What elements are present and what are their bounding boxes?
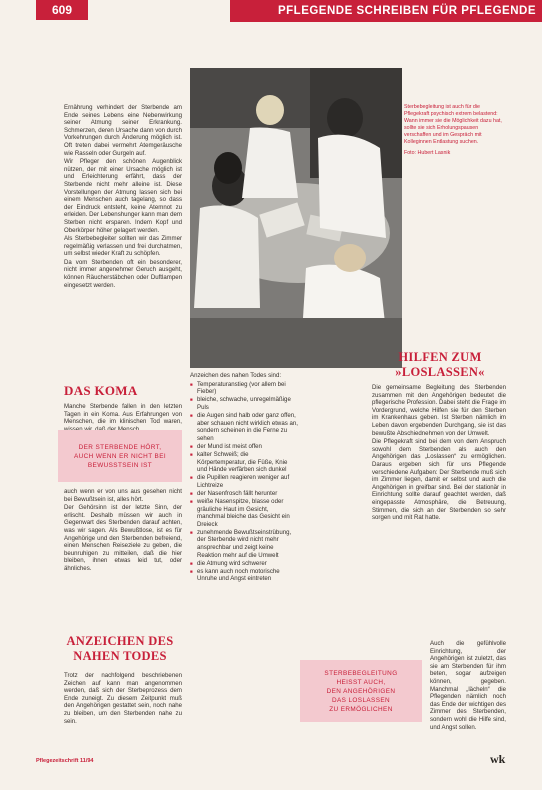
pull-quote-hearing [58, 430, 182, 482]
koma-paragraph: Der Gehörsinn ist der letzte Sinn, der erlischt. Deshalb müssen wir auch in Gegenwart des Sterbenden darauf achten, was wir sagen. Als Bewußtlose, ist es für Angehörige und den Sterbenden befreiend, einen Menschen Reiseziele zu geben, die beunruhigen zu mitteilen, daß die hier bleiben, ihnen etwas leid tut, oder ähnliches. [64, 504, 182, 572]
photo-care-team [190, 68, 402, 368]
page-number: 609 [36, 0, 88, 20]
list-item: ■ der Mund ist meist offen [190, 443, 298, 451]
pull-quote-relatives [300, 660, 422, 722]
koma-paragraph: auch wenn er von uns aus gesehen nicht bei Bewußtsein ist, alles hört. [64, 488, 182, 503]
pull-quote-line: BEWUSSTSEIN IST [87, 461, 153, 469]
anzeichen-heading-line: ANZEICHEN DES [66, 634, 174, 648]
list-item: ■ bleiche, schwache, unregelmäßige Puls [190, 396, 298, 411]
koma-text-continued [64, 488, 182, 574]
pull-quote-line: AUCH WENN ER NICHT BEI [73, 452, 167, 460]
intro-paragraph: Als Sterbebegleiter sollten wir das Zimmer regelmäßig verlassen und frei durchatmen, um selbst wieder Kraft zu schöpfen. [64, 235, 182, 258]
signs-column [190, 372, 298, 584]
list-item: ■ der Nasenfrosch fällt herunter [190, 490, 298, 498]
intro-paragraph: Wir Pfleger den schönen Augenblick nützen, der mit einer Ursache möglich ist und Erleichterung erfährt, dass der Sterbende nicht mehr alleine ist. Diese Vorstellungen der Atmung lassen sich bei einem Menschen auch tagelang, so dass der Eindruck entsteht, keine Atemnot zu erleiden. Der Lebenshunger kann man dem Sterben nicht ersparen. Indem Kopf und Oberkörper höher gelagert werden. [64, 158, 182, 234]
signs-intro: Anzeichen des nahen Todes sind: [190, 372, 282, 379]
pull-quote-line: DEN ANGEHÖRIGEN [326, 687, 396, 695]
koma-heading: DAS KOMA [64, 383, 138, 398]
publisher-logo: wk [490, 752, 506, 766]
pull-quote-line: DAS LOSLASSEN [331, 696, 391, 704]
photo-credit: Foto: Hubert Lasnik [404, 150, 451, 156]
pull-quote-line: DER STERBENDE HÖRT, [78, 443, 162, 451]
list-item: ■ Temperaturanstieg (vor allem bei Fieber) [190, 381, 298, 396]
list-item: ■ kalter Schweiß; die Körpertemperatur, die Füße, Knie und Hände verfärben sich dunkel [190, 451, 298, 474]
pull-quote-line: HEISST AUCH, [336, 678, 386, 686]
intro-paragraph: Da vom Sterbenden oft ein besonderer, nicht immer angenehmer Geruch ausgeht, können Räucherstäbchen oder Duftlampen eingesetzt werden. [64, 258, 182, 289]
list-item: ■ zunehmende Bewußtseinstrübung, der Sterbende wird nicht mehr ansprechbar und zeigt keine Reaktion mehr auf die Umwelt [190, 529, 298, 559]
section-header: PFLEGENDE SCHREIBEN FÜR PFLEGENDE [230, 0, 542, 22]
caption-text: Sterbebegleitung ist auch für die Pflegekraft psychisch extrem belastend: Wann immer sie die Möglichkeit dazu hat, sollte sie sich Erholungspausen verschaffen und im Gespräch mit Kolleginnen Entlastung suchen. [404, 104, 502, 145]
journal-footer: Pflegezeitschrift 11/94 [36, 758, 94, 764]
anzeichen-text [64, 672, 182, 726]
list-item: ■ die Augen sind halb oder ganz offen, aber schauen nicht wirklich etwas an, sondern scheinen in die Ferne zu sehen [190, 412, 298, 442]
hilfen-paragraph: Die Pflegekraft sind bei dem von dem Anspruch sowohl dem Sterbenden als auch den Angehörigen das „Loslassen“ zu ermöglichen. Daraus ergeben sich für uns Pflegende verschiedene Aufgaben: Der Sterbende muß sich im Zimmer liegen, damit er selbst und auch die Angehörigen in greifbar sind. Bei der stationär in Einrichtung sollte darauf geachtet werden, daß eingepasste Atmosphäre, die Betreuung, Stimmen, die sich an der Sterbenden so sehr sorgen und mit Rat hatte. [372, 438, 506, 522]
anzeichen-heading-line: NAHEN TODES [73, 649, 167, 663]
list-item: ■ es kann auch noch motorische Unruhe und Angst eintreten [190, 568, 298, 583]
anzeichen-paragraph: Trotz der nachfolgend beschriebenen Zeichen auf kann man angenommen werden, daß sich der Sterbeprozess dem Ende zuneigt. Zu diesem Zeitpunkt muß den Angehörigen gestattet sein, noch nahe zu bleiben, um den Sterbenden nahe zu sein. [64, 672, 182, 725]
list-item: ■ die Atmung wird schwerer [190, 560, 298, 568]
hilfen-heading-line: »LOSLASSEN« [395, 365, 485, 379]
hilfen-heading-line: HILFEN ZUM [398, 350, 482, 364]
list-item: ■ weiße Nasenspitze, blasse oder gräuliche Haut im Gesicht, manchmal bleiche das Gesicht ein Dreieck [190, 498, 298, 528]
signs-list [190, 381, 298, 583]
koma-paragraph: Manche Sterbende fallen in den letzten Tagen in ein Koma. Aus Erfahrungen von Menschen, die im klinischen Tod waren, [64, 403, 182, 426]
photo-illustration [190, 68, 402, 368]
left-column [64, 104, 182, 290]
hilfen-paragraph: Die gemeinsame Begleitung des Sterbenden zusammen mit den Angehörigen bedeutet die pflegerische Profession. Dabei steht die Frage im Vordergrund, welche Hilfen sie für den Sterben im Krankenhaus geben. Ist Sterben nämlich im Leben davon ergebenden Durchgang, sie ist das bewußte Abschiednehmen von der Umwelt. [372, 384, 506, 437]
hilfen-text [372, 384, 506, 523]
anzeichen-heading [58, 634, 182, 664]
hilfen-heading [372, 350, 508, 380]
list-item: ■ die Pupillen reagieren weniger auf Lichtreize [190, 474, 298, 489]
pull-quote-line: STERBEBEGLEITUNG [324, 669, 398, 677]
photo-caption [404, 104, 504, 161]
hilfen-paragraph: Auch die gefühlvolle Einrichtung, der Angehörigen ist zuletzt, das sie am Sterbenden für ihm beten, sogar aufzeigen können, gegeben. Manchmal „lächeln“ die Pflegenden nämlich noch das Ende der wichtigen des Zimmer des Sterbenden, sondern wohl die Hilfe sind, und Angst sollen. [430, 640, 506, 731]
intro-paragraph: Ernährung verhindert der Sterbende am Ende seines Lebens eine Nebenwirkung seiner Atmung seiner Erkrankung. Schmerzen, deren Ursache dann von durch Vorkehrungen durch Änderung möglich ist. Oft treten dabei vermehrt Atemgeräusche wie Rasseln oder Gurgeln auf. [64, 104, 182, 157]
pull-quote-line: ZU ERMÖGLICHEN [329, 705, 393, 713]
